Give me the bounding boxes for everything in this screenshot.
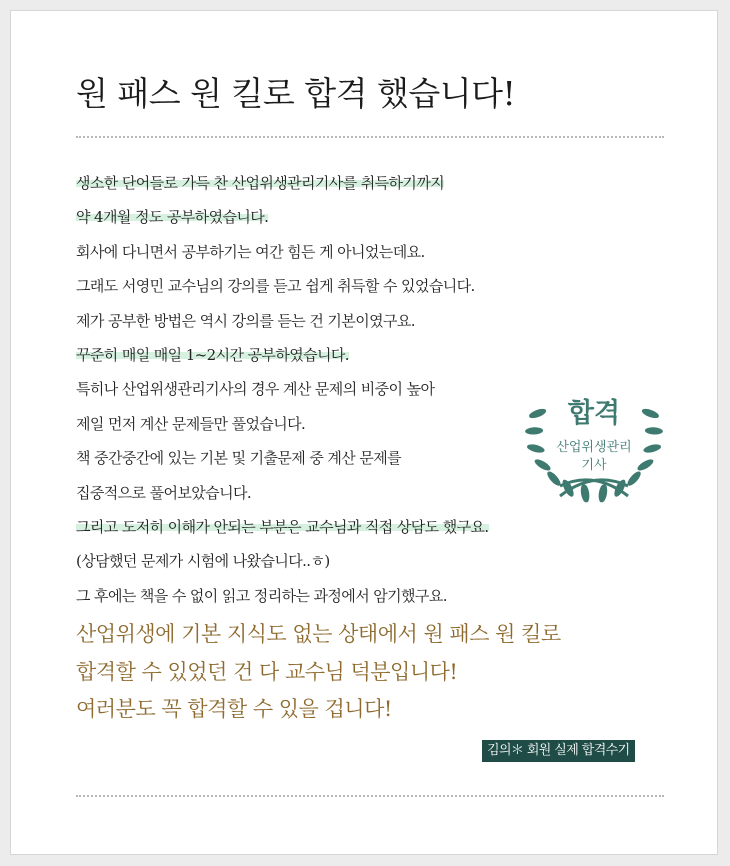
body-line (76, 269, 489, 303)
body-line-text: 책 중간중간에 있는 기본 및 기출문제 중 계산 문제를 (76, 449, 402, 468)
body-line (76, 338, 489, 372)
seal-title: 합격 (567, 398, 621, 429)
body-line (76, 166, 489, 200)
body-line (76, 235, 489, 269)
body-line-text: 그래도 서영민 교수님의 강의를 듣고 쉽게 취득할 수 있었습니다. (76, 277, 475, 296)
body-line-text: 그 후에는 책을 수 없이 읽고 정리하는 과정에서 암기했구요. (76, 586, 447, 605)
laurel-leaf-icon (643, 443, 662, 454)
body-line-text: 집중적으로 풀어보았습니다. (76, 483, 252, 502)
body-line-text: 꾸준히 매일 매일 1~2시간 공부하였습니다. (76, 345, 349, 364)
body-line (76, 372, 489, 406)
page-title: 원 패스 원 킬로 합격 했습니다! (76, 74, 516, 113)
body-line (76, 200, 489, 234)
laurel-leaf-icon (641, 407, 660, 420)
body-line-text: 제가 공부한 방법은 역시 강의를 듣는 건 기본이였구요. (76, 311, 415, 330)
body-line-text: 특히나 산업위생관리기사의 경우 계산 문제의 비중이 높아 (76, 380, 435, 399)
closing-line: 합격할 수 있었던 건 다 교수님 덕분입니다! (76, 659, 458, 684)
body-line (76, 510, 489, 544)
body-line-text: 그리고 도저히 이해가 안되는 부분은 교수님과 직접 상담도 했구요. (76, 517, 489, 536)
body-line (76, 441, 489, 475)
body-line (76, 476, 489, 510)
top-divider (76, 136, 664, 138)
body-line-text: 생소한 단어들로 가득 찬 산업위생관리기사를 취득하기까지 (76, 174, 445, 192)
pass-seal-emblem (520, 358, 668, 506)
laurel-leaf-icon (525, 427, 543, 435)
closing-message (76, 616, 561, 729)
closing-line: 여러분도 꼭 합격할 수 있을 겁니다! (76, 697, 392, 721)
laurel-leaf-icon (526, 443, 545, 454)
body-line (76, 579, 489, 613)
seal-subtitle-line1: 산업위생관리 (556, 440, 632, 455)
laurel-leaf-icon (533, 457, 552, 472)
testimonial-body (76, 166, 489, 613)
laurel-leaf-icon (528, 407, 547, 420)
body-line (76, 407, 489, 441)
author-badge: 김의＊ 회원 실제 합격수기 (482, 740, 635, 762)
seal-subtitle-line2: 기사 (581, 458, 607, 473)
laurel-leaf-icon (636, 457, 655, 472)
closing-line: 산업위생에 기본 지식도 없는 상태에서 원 패스 원 킬로 (76, 622, 561, 646)
body-line-text: 회사에 다니면서 공부하기는 여간 힘든 게 아니었는데요. (76, 242, 425, 261)
bottom-divider (76, 795, 664, 797)
body-line-text: (상담했던 문제가 시험에 나왔습니다..ㅎ) (76, 552, 330, 571)
laurel-leaf-icon (645, 427, 663, 435)
body-line (76, 304, 489, 338)
body-line-text: 약 4개월 정도 공부하였습니다. (76, 208, 269, 227)
body-line (76, 544, 489, 578)
body-line-text: 제일 먼저 계산 문제들만 풀었습니다. (76, 414, 306, 433)
